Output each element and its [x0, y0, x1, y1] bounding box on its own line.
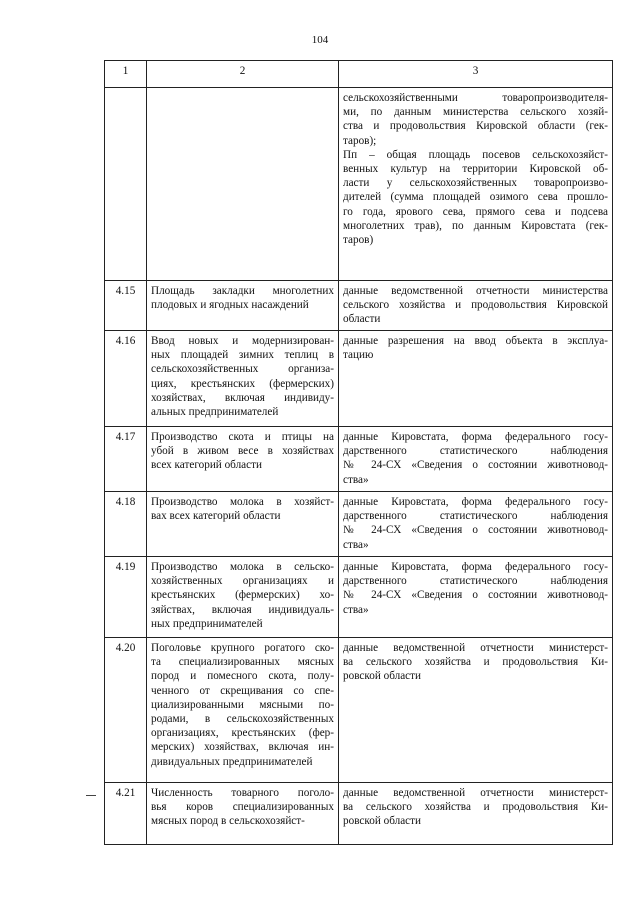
text-line: сельскохозяйственными товаропроизводителя- [343, 92, 608, 104]
text-line: го года, ярового сева, прямого сева и подсева [343, 205, 608, 218]
data-source [339, 281, 613, 331]
indicator-name [147, 331, 339, 427]
indicator-name [147, 427, 339, 492]
text-line: вах всех категорий области [151, 510, 281, 523]
text-line: ровской области [343, 815, 422, 828]
text-line: Поголовье крупного рогатого ско- [151, 642, 334, 654]
indicators-table [104, 60, 613, 845]
text-line: данные ведомственной отчетности министерства [343, 285, 608, 297]
text-line: данные разрешения на ввод объекта в эксплуа- [343, 335, 608, 347]
text-line: данные ведомственной отчетности министерст- [343, 642, 608, 654]
text-line: Ввод новых и модернизирован- [151, 335, 334, 347]
text-line: дителей (сумма площадей озимого сева прошло- [343, 191, 608, 204]
text-line: данные ведомственной отчетности министерст- [343, 787, 608, 799]
text-line: таров); [343, 134, 377, 147]
text-line: № 24-СХ «Сведения о состоянии животновод- [343, 524, 608, 537]
text-line: Пп – общая площадь посевов сельскохозяйст- [343, 148, 608, 161]
continuation-row [105, 88, 613, 281]
text-line: дарственного статистического наблюдения [343, 575, 608, 588]
text-line: Производство молока в хозяйст- [151, 496, 334, 508]
table-row [105, 331, 613, 427]
text-line: ства» [343, 538, 369, 551]
text-line: зяйствах, включая индивидуаль- [151, 603, 334, 616]
text-line: организациях, крестьянских (фер- [151, 727, 334, 740]
text-line: циях, крестьянских (фермерских) [151, 377, 334, 390]
text-line: данные Кировстата, форма федерального госу- [343, 561, 608, 573]
text-line: Площадь закладки многолетних [151, 285, 334, 297]
text-line: № 24-СХ «Сведения о состоянии животновод- [343, 459, 608, 472]
text-line: ва сельского хозяйства и продовольствия Ки- [343, 801, 608, 814]
text-line: области [343, 313, 381, 326]
text-line: Производство скота и птицы на [151, 431, 334, 443]
text-line: ласти у сельскохозяйственных товаропроизво- [343, 177, 608, 190]
text-line: ных предпринимателей [151, 617, 263, 630]
text-line: Численность товарного поголо- [151, 787, 334, 799]
indicator-name [147, 783, 339, 845]
text-line: ровской области [343, 670, 422, 683]
text-line: крестьянских (фермерских) хо- [151, 589, 334, 602]
row-number: 4.16 [105, 331, 147, 427]
row-number: 4.20 [105, 638, 147, 783]
text-line: плодовых и ягодных насаждений [151, 299, 309, 312]
text-line: хозяйственных организациях и [151, 575, 334, 588]
text-line: таров) [343, 234, 374, 247]
table-row [105, 557, 613, 638]
indicator-name [147, 281, 339, 331]
text-line: альных предпринимателей [151, 406, 279, 419]
text-line: Производство молока в сельско- [151, 561, 334, 573]
row-number: 4.19 [105, 557, 147, 638]
text-line: дарственного статистического наблюдения [343, 510, 608, 523]
text-line: хозяйствах, включая индивиду- [151, 391, 334, 404]
text-line: венных культур на территории Кировской об- [343, 163, 608, 176]
text-line: ства и продовольствия Кировской области (гек- [343, 120, 608, 133]
text-line: циализированными мясными по- [151, 698, 334, 711]
data-source [339, 783, 613, 845]
data-source [339, 492, 613, 557]
text-line: убой в живом весе в хозяйствах [151, 445, 334, 458]
text-line: данные Кировстата, форма федерального госу- [343, 431, 608, 443]
table-header-row [105, 61, 613, 88]
row-number: 4.15 [105, 281, 147, 331]
text-line: пород и помесного скота, полу- [151, 670, 334, 683]
table-row [105, 492, 613, 557]
text-line: дарственного статистического наблюдения [343, 445, 608, 458]
margin-mark [86, 795, 96, 796]
indicator-name [147, 492, 339, 557]
row-number: 4.21 [105, 783, 147, 845]
text-line: ченного от скрещивания со спе- [151, 684, 334, 697]
text-line: тацию [343, 349, 374, 362]
data-source [339, 427, 613, 492]
text-line: мясных пород в сельскохозяйст- [151, 815, 305, 828]
text-line: сельскохозяйственных организа- [151, 363, 334, 376]
text-line: ных площадей зимних теплиц в [151, 349, 334, 362]
text-line: ва сельского хозяйства и продовольствия Ки- [343, 656, 608, 669]
row-number [105, 88, 147, 281]
table-row [105, 638, 613, 783]
text-line: ства» [343, 473, 369, 486]
text-line: многолетних трав), по данным Кировстата (гек- [343, 219, 608, 232]
text-line: ми, по данным министерства сельского хозяй- [343, 106, 608, 119]
text-line: сельского хозяйства и продовольствия Кировской [343, 299, 608, 312]
indicator-name [147, 638, 339, 783]
data-source [339, 88, 613, 281]
header-col-2: 2 [147, 61, 339, 88]
table-row [105, 783, 613, 845]
indicator-name [147, 88, 339, 281]
text-line: всех категорий области [151, 459, 262, 472]
header-col-1: 1 [105, 61, 147, 88]
data-source [339, 557, 613, 638]
row-number: 4.18 [105, 492, 147, 557]
text-line: данные Кировстата, форма федерального госу- [343, 496, 608, 508]
text-line: мерских) хозяйствах, включая ин- [151, 741, 334, 754]
text-line: № 24-СХ «Сведения о состоянии животновод- [343, 589, 608, 602]
data-source [339, 638, 613, 783]
data-source [339, 331, 613, 427]
page-number: 104 [311, 34, 329, 46]
row-number: 4.17 [105, 427, 147, 492]
text-line: та специализированных мясных [151, 656, 334, 669]
header-col-3: 3 [339, 61, 613, 88]
text-line: ства» [343, 603, 369, 616]
table-row [105, 281, 613, 331]
text-line: дивидуальных предпринимателей [151, 755, 313, 768]
table-row [105, 427, 613, 492]
text-line: родами, в сельскохозяйственных [151, 713, 334, 726]
indicator-name [147, 557, 339, 638]
text-line: вья коров специализированных [151, 801, 334, 814]
